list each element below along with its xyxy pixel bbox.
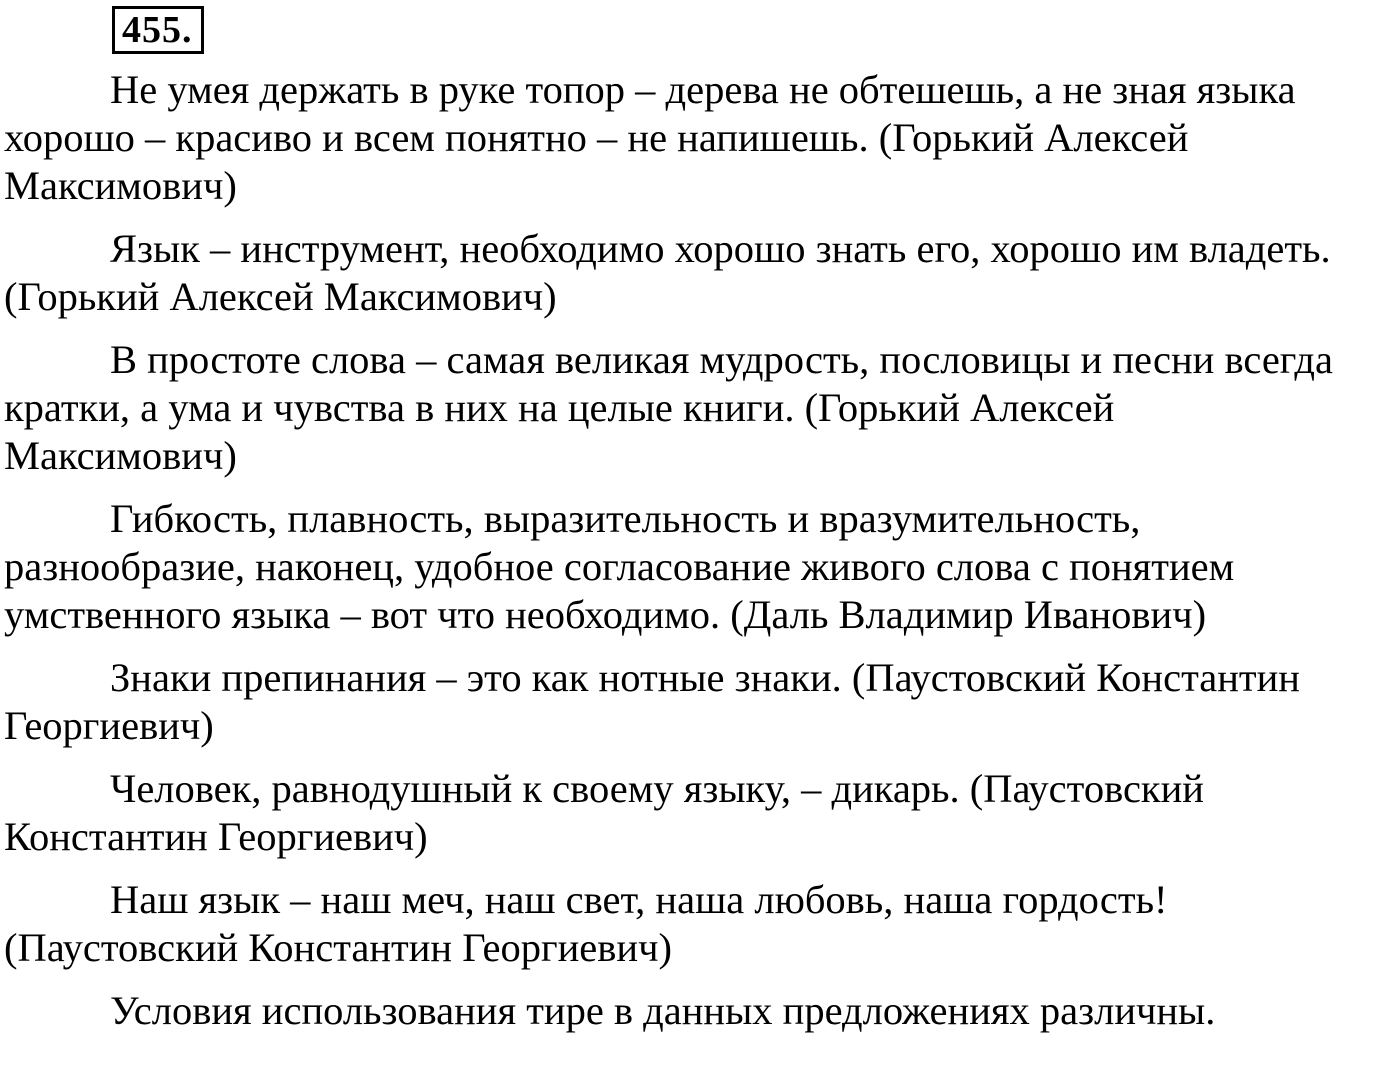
paragraph-5	[4, 654, 1398, 750]
text-line: (Паустовский Константин Георгиевич)	[4, 925, 672, 970]
paragraph-7	[4, 876, 1398, 972]
text-line: Гибкость, плавность, выразительность и вразумительность,	[110, 496, 1141, 541]
paragraph-3	[4, 336, 1398, 480]
exercise-number: 455.	[112, 6, 204, 54]
text-line: умственного языка – вот что необходимо. (Даль Владимир Иванович)	[4, 592, 1207, 637]
text-line: Не умея держать в руке топор – дерева не обтешешь, а не зная языка	[110, 67, 1296, 112]
text-line: (Горький Алексей Максимович)	[4, 274, 557, 319]
paragraph-8	[4, 987, 1398, 1035]
text-line: Человек, равнодушный к своему языку, – дикарь. (Паустовский	[110, 766, 1204, 811]
paragraph-6	[4, 765, 1398, 861]
text-line: Максимович)	[4, 433, 237, 478]
text-line: В простоте слова – самая великая мудрость, пословицы и песни всегда	[110, 337, 1333, 382]
paragraph-1	[4, 66, 1398, 210]
paragraph-2	[4, 225, 1398, 321]
text-line: Условия использования тире в данных предложениях различны.	[110, 988, 1216, 1033]
text-line: хорошо – красиво и всем понятно – не напишешь. (Горький Алексей	[4, 115, 1189, 160]
text-line: Знаки препинания – это как нотные знаки. (Паустовский Константин	[110, 655, 1300, 700]
paragraph-4	[4, 495, 1398, 639]
text-line: Язык – инструмент, необходимо хорошо знать его, хорошо им владеть.	[110, 226, 1331, 271]
text-line: разнообразие, наконец, удобное согласование живого слова с понятием	[4, 544, 1235, 589]
text-line: Максимович)	[4, 163, 237, 208]
text-line: Георгиевич)	[4, 703, 214, 748]
text-line: Наш язык – наш меч, наш свет, наша любовь, наша гордость!	[110, 877, 1168, 922]
text-body	[4, 66, 1398, 1050]
text-line: кратки, а ума и чувства в них на целые книги. (Горький Алексей	[4, 385, 1115, 430]
text-line: Константин Георгиевич)	[4, 814, 428, 859]
